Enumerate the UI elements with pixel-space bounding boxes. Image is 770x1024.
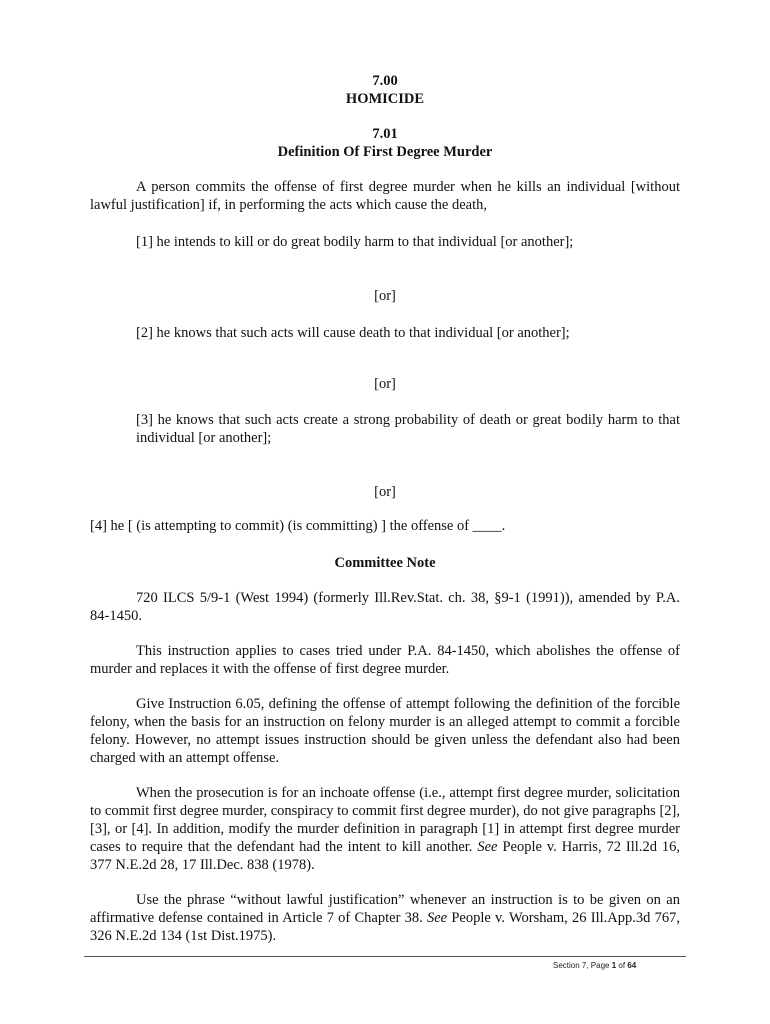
paragraph-5-see: See bbox=[427, 910, 448, 926]
committee-note-paragraph-1: 720 ILCS 5/9-1 (West 1994) (formerly Ill.Rev.Stat. ch. 38, §9-1 (1991)), amended by P.A. 84-1450. bbox=[90, 590, 680, 624]
paragraph-5-text: Use the phrase “without lawful justification” whenever an instruction is to be given on an affirmative defense contained in Article 7 of Chapter 38. bbox=[90, 892, 680, 926]
paragraph-4-citation: People v. Harris, 72 Ill.2d 16, 377 N.E.2d 28, 17 Ill.Dec. 838 (1978). bbox=[90, 839, 681, 873]
or-separator-3: [or] bbox=[374, 484, 396, 500]
committee-note-title: Committee Note bbox=[334, 555, 436, 571]
definition-item-4: [4] he [ (is attempting to commit) (is committing) ] the offense of ____. bbox=[90, 518, 506, 534]
paragraph-5-citation: People v. Worsham, 26 Ill.App.3d 767, 326 N.E.2d 134 (1st Dist.1975). bbox=[90, 910, 680, 944]
committee-note-paragraph-4 bbox=[90, 784, 680, 874]
paragraph-4-text: When the prosecution is for an inchoate offense (i.e., attempt first degree murder, solicitation to commit first degree murder, conspiracy to commit first degree murder), do not give paragraphs [2], [3], or [4]. In addition, modify the murder definition in paragraph [1] in attempt first degree murder cases to require that the defendant had the intent to kill another. bbox=[90, 785, 680, 855]
footer-divider bbox=[84, 956, 686, 957]
paragraph-4-see: See bbox=[477, 839, 498, 855]
footer-page-number: 1 bbox=[611, 961, 617, 970]
section-title: Definition Of First Degree Murder bbox=[277, 144, 493, 160]
committee-note-paragraph-2: This instruction applies to cases tried under P.A. 84-1450, which abolishes the offense of murder and replaces it with the offense of first degree murder. bbox=[90, 643, 680, 677]
definition-item-3: [3] he knows that such acts create a strong probability of death or great bodily harm to that individual [or another]; bbox=[136, 412, 680, 446]
chapter-number: 7.00 bbox=[372, 73, 398, 89]
definition-intro: A person commits the offense of first degree murder when he kills an individual [without lawful justification] if, in performing the acts which cause the death, bbox=[90, 179, 680, 213]
footer-section: Section 7, Page bbox=[553, 961, 610, 970]
footer-of: of bbox=[618, 961, 626, 970]
page-footer bbox=[553, 961, 636, 971]
definition-item-1: [1] he intends to kill or do great bodily harm to that individual [or another]; bbox=[136, 234, 574, 250]
committee-note-paragraph-3: Give Instruction 6.05, defining the offense of attempt following the definition of the forcible felony, when the basis for an instruction on felony murder is an alleged attempt to commit a forcible felony. However, no attempt issues instruction should be given unless the defendant also had been charged with an attempt offense. bbox=[90, 696, 680, 766]
or-separator-2: [or] bbox=[374, 376, 396, 392]
definition-item-2: [2] he knows that such acts will cause death to that individual [or another]; bbox=[136, 325, 570, 341]
footer-page-total: 64 bbox=[627, 961, 637, 970]
chapter-title: HOMICIDE bbox=[345, 91, 425, 107]
section-number: 7.01 bbox=[372, 126, 398, 142]
committee-note-paragraph-5 bbox=[90, 891, 680, 945]
or-separator-1: [or] bbox=[374, 288, 396, 304]
